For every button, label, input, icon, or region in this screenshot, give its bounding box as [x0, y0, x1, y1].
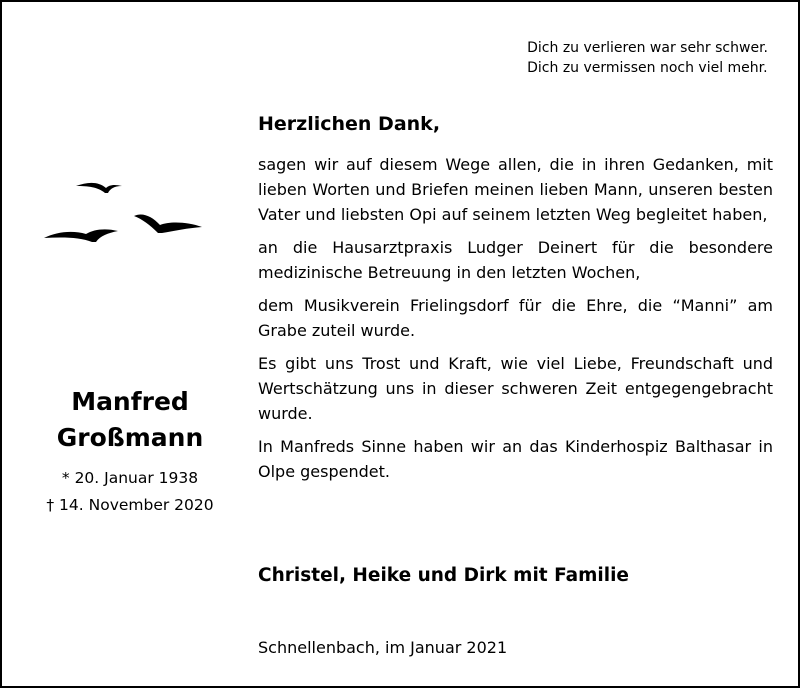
death-date: † 14. November 2020 [46, 496, 214, 514]
thank-you-text [258, 110, 773, 492]
quote-line-2: Dich zu vermissen noch viel mehr. [527, 60, 768, 76]
birth-date: * 20. Januar 1938 [61, 469, 199, 487]
life-dates [26, 465, 234, 519]
thank-you-paragraph: dem Musikverein Frielingsdorf für die Ehre, die “Manni” am Grabe zuteil wurde. [258, 296, 773, 340]
bird-icon [76, 183, 122, 193]
first-name: Manfred [71, 387, 189, 416]
memorial-quote [527, 38, 768, 78]
signers: Christel, Heike und Dirk mit Familie [258, 565, 629, 586]
quote-line-1: Dich zu verlieren war sehr schwer. [527, 40, 768, 56]
last-name: Großmann [56, 423, 204, 452]
deceased-name [32, 384, 228, 456]
flying-birds-icon [42, 178, 222, 248]
bird-icon [44, 229, 118, 242]
thank-you-heading: Herzlichen Dank, [258, 113, 441, 135]
thank-you-paragraph: Es gibt uns Trost und Kraft, wie viel Liebe, Freundschaft und Wertschätzung uns in dieser schweren Zeit entgegengebracht wurde. [258, 354, 773, 423]
place-and-date: Schnellenbach, im Januar 2021 [258, 638, 508, 657]
thank-you-paragraph: sagen wir auf diesem Wege allen, die in ihren Gedanken, mit lieben Worten und Briefen meinen lieben Mann, unseren besten Vater und liebsten Opi auf seinem letzten Weg begleitet haben, [258, 155, 773, 224]
thank-you-paragraph: an die Hausarztpraxis Ludger Deinert für die besondere medizinische Betreuung in den letzten Wochen, [258, 238, 773, 282]
bird-icon [134, 214, 202, 233]
thank-you-paragraph: In Manfreds Sinne haben wir an das Kinderhospiz Balthasar in Olpe gespendet. [258, 437, 773, 481]
